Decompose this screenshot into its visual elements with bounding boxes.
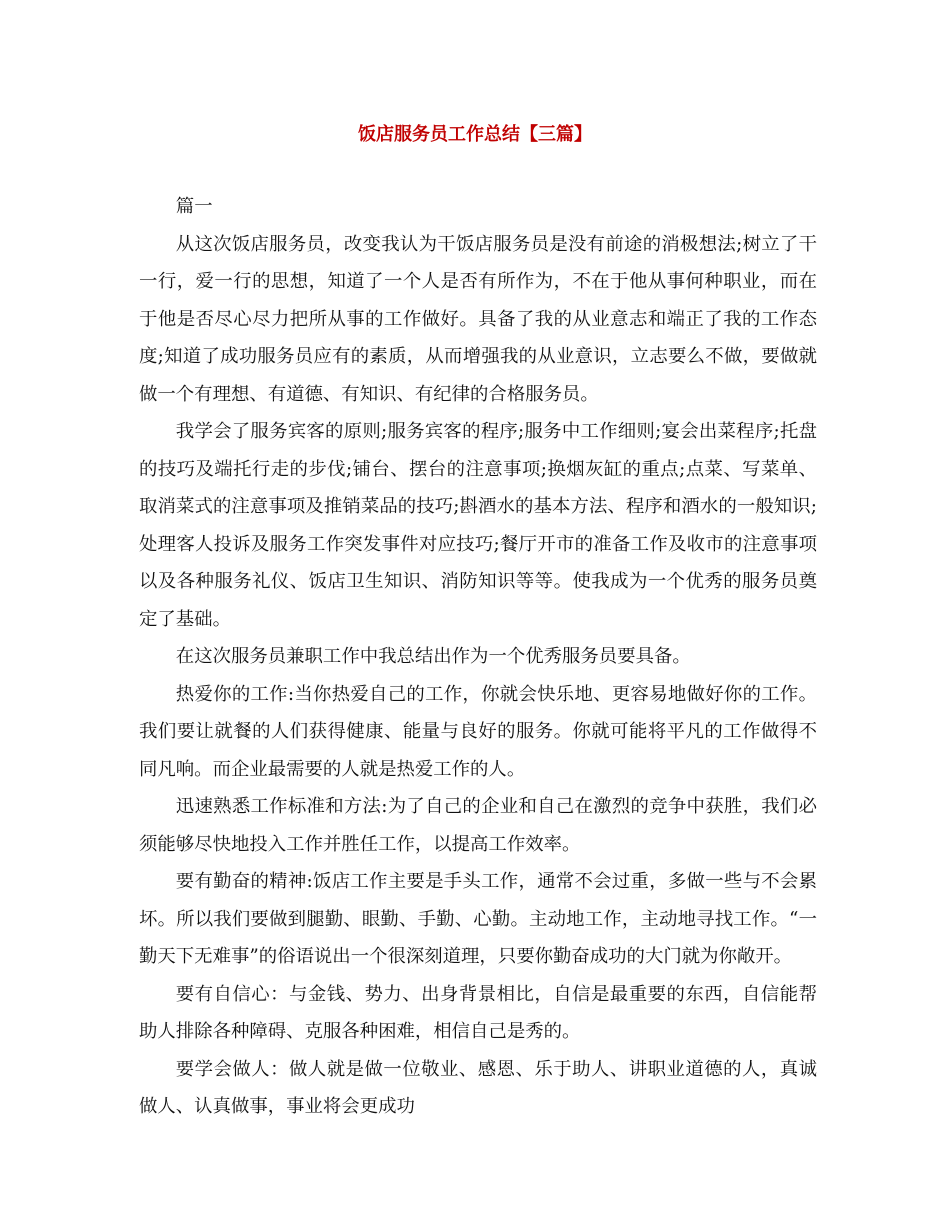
paragraph-8: 要学会做人：做人就是做一位敬业、感恩、乐于助人、讲职业道德的人，真诚做人、认真做事，事业将会更成功 [139,1058,817,1117]
paragraph-7: 要有自信心：与金钱、势力、出身背景相比，自信是最重要的东西，自信能帮助人排除各种障碍、克服各种困难，相信自己是秀的。 [139,983,817,1042]
paragraph-5: 迅速熟悉工作标准和方法:为了自己的企业和自己在激烈的竞争中获胜，我们必须能够尽快地投入工作并胜任工作，以提高工作效率。 [139,796,817,855]
paragraph-4: 热爱你的工作:当你热爱自己的工作，你就会快乐地、更容易地做好你的工作。我们要让就餐的人们获得健康、能量与良好的服务。你就可能将平凡的工作做得不同凡响。而企业最需要的人就是热爱工作的人。 [139,683,817,780]
section-heading: 篇一 [175,196,213,217]
document-title: 饭店服务员工作总结【三篇】 [358,124,592,145]
paragraph-2: 我学会了服务宾客的原则;服务宾客的程序;服务中工作细则;宴会出菜程序;托盘的技巧及端托行走的步伐;铺台、摆台的注意事项;换烟灰缸的重点;点菜、写菜单、取消菜式的注意事项及推销菜品的技巧;斟酒水的基本方法、程序和酒水的一般知识;处理客人投诉及服务工作突发事件对应技巧;餐厅开市的准备工作及收市的注意事项以及各种服务礼仪、饭店卫生知识、消防知识等等。使我成为一个优秀的服务员奠定了基础。 [139,421,817,630]
document-body [139,188,817,1126]
paragraph-1: 从这次饭店服务员，改变我认为干饭店服务员是没有前途的消极想法;树立了干一行，爱一行的思想，知道了一个人是否有所作为，不在于他从事何种职业，而在于他是否尽心尽力把所从事的工作做好。具备了我的从业意志和端正了我的工作态度;知道了成功服务员应有的素质，从而增强我的从业意识，立志要么不做，要做就做一个有理想、有道德、有知识、有纪律的合格服务员。 [139,233,817,405]
paragraph-6: 要有勤奋的精神:饭店工作主要是手头工作，通常不会过重，多做一些与不会累坏。所以我们要做到腿勤、眼勤、手勤、心勤。主动地工作，主动地寻找工作。“一勤天下无难事”的俗语说出一个很深刻道理，只要你勤奋成功的大门就为你敞开。 [139,871,817,967]
paragraph-3: 在这次服务员兼职工作中我总结出作为一个优秀服务员要具备。 [175,646,691,667]
